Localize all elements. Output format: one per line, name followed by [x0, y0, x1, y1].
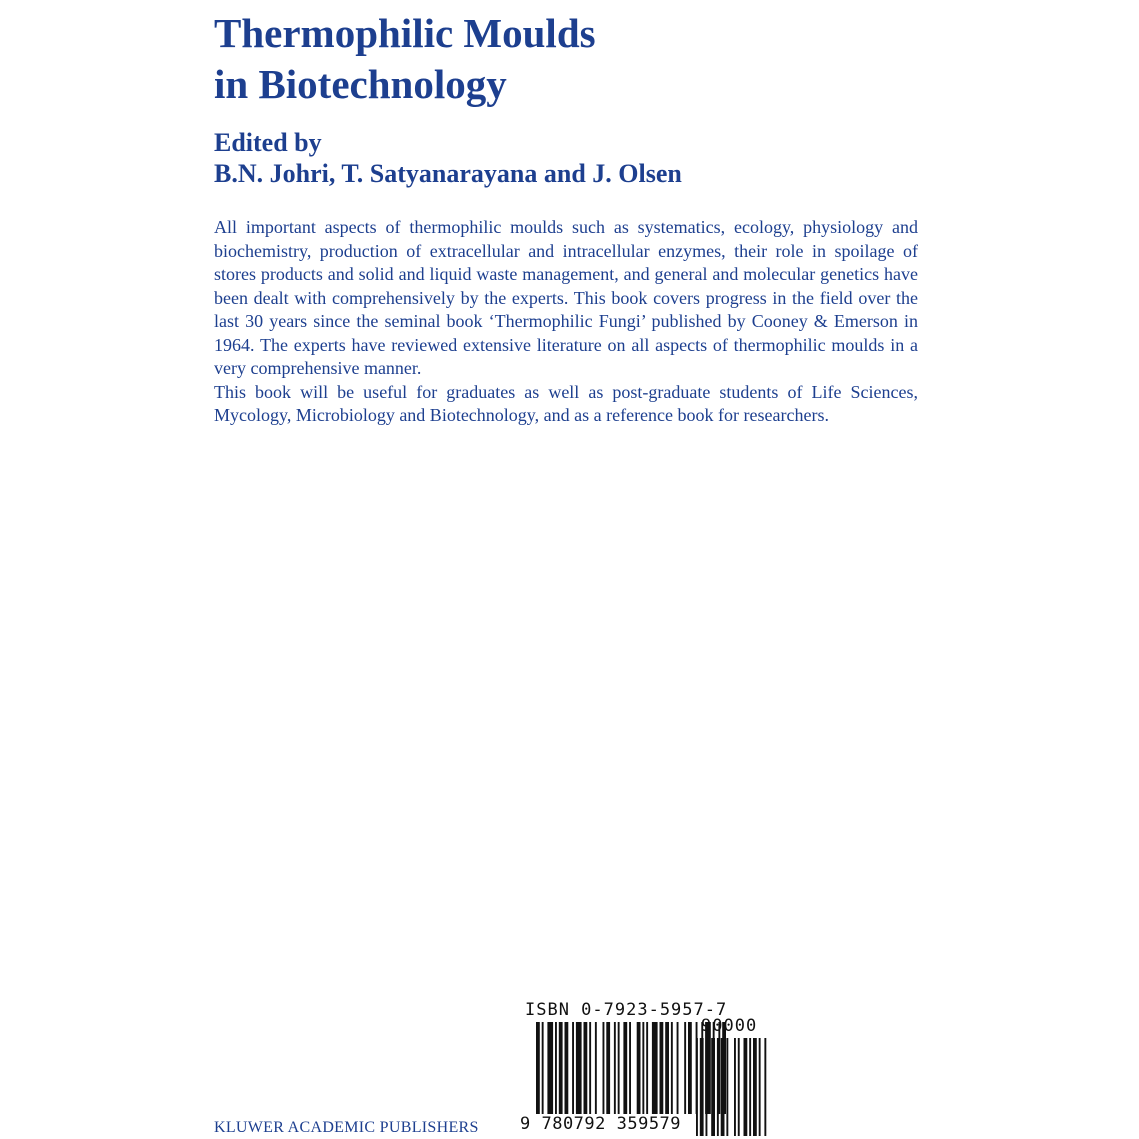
addon-bar [726, 1038, 728, 1136]
description-paragraph-1: All important aspects of thermophilic moulds such as systematics, ecology, physiology and biochemistry, production of extracellular and intracellular enzymes, their role in spoilage of stores products and solid and liquid waste management, and general and molecular genetics have been dealt with comprehensively by the experts. This book covers progress in the field over the last 30 years since the seminal book ‘Thermophilic Fungi’ published by Cooney & Emerson in 1964. The experts have reviewed extensive literature on all aspects of thermophilic moulds in a very comprehensive manner. [214, 217, 918, 378]
barcode-bar [671, 1022, 673, 1114]
barcode-bar [606, 1022, 610, 1114]
barcode-bar [618, 1022, 620, 1114]
barcode-bar [646, 1022, 648, 1114]
barcode-bar [559, 1022, 563, 1114]
price-code: 90000 [701, 1016, 758, 1036]
edited-by-label: Edited by [214, 128, 322, 157]
ean-digits: 9 780792 359579 [520, 1114, 682, 1134]
book-title [214, 8, 914, 110]
barcode-bar [576, 1022, 582, 1114]
book-description [214, 216, 918, 428]
barcode-bar [665, 1022, 669, 1114]
barcode-bar [547, 1022, 553, 1114]
barcode-bar [603, 1022, 605, 1114]
barcode-bar [542, 1022, 544, 1114]
barcode-bar [677, 1022, 679, 1114]
barcode-bar [642, 1022, 644, 1114]
barcode-bar [614, 1022, 616, 1114]
barcode-bar [584, 1022, 588, 1114]
barcode-bar [684, 1022, 686, 1114]
addon-bar [706, 1038, 708, 1136]
barcode-bar [623, 1022, 627, 1114]
description-paragraph-2: This book will be useful for graduates as well as post-graduate students of Life Sciences, Mycology, Microbiology and Biotechnology, and as a reference book for researchers. [214, 381, 918, 425]
addon-bar [711, 1038, 715, 1136]
addon-bar [749, 1038, 751, 1136]
barcode-bar [652, 1022, 658, 1114]
barcode-bar [536, 1022, 540, 1114]
barcode-bar [595, 1022, 597, 1114]
barcode-bar [660, 1022, 664, 1114]
title-line-1: Thermophilic Moulds [214, 10, 596, 56]
addon-bar [738, 1038, 740, 1136]
barcode-bar [637, 1022, 641, 1114]
isbn-barcode [518, 998, 768, 1138]
addon-bar [764, 1038, 766, 1136]
barcode-bar [688, 1022, 692, 1114]
barcode-bar [565, 1022, 569, 1114]
addon-bar [753, 1038, 757, 1136]
addon-bar [696, 1038, 698, 1136]
addon-bar [744, 1038, 748, 1136]
addon-bar [721, 1038, 725, 1136]
editors-block [214, 127, 682, 189]
publisher-name: KLUWER ACADEMIC PUBLISHERS [214, 1119, 479, 1136]
barcode-bar [589, 1022, 591, 1114]
addon-bar [700, 1038, 704, 1136]
addon-bar [717, 1038, 719, 1136]
isbn-label: ISBN 0-7923-5957-7 [525, 1000, 728, 1020]
barcode-bar [629, 1022, 631, 1114]
editor-names: B.N. Johri, T. Satyanarayana and J. Olsen [214, 159, 682, 188]
barcode-bar [555, 1022, 557, 1114]
barcode-bar [572, 1022, 574, 1114]
addon-bar [759, 1038, 761, 1136]
title-line-2: in Biotechnology [214, 61, 507, 107]
addon-bar [734, 1038, 736, 1136]
